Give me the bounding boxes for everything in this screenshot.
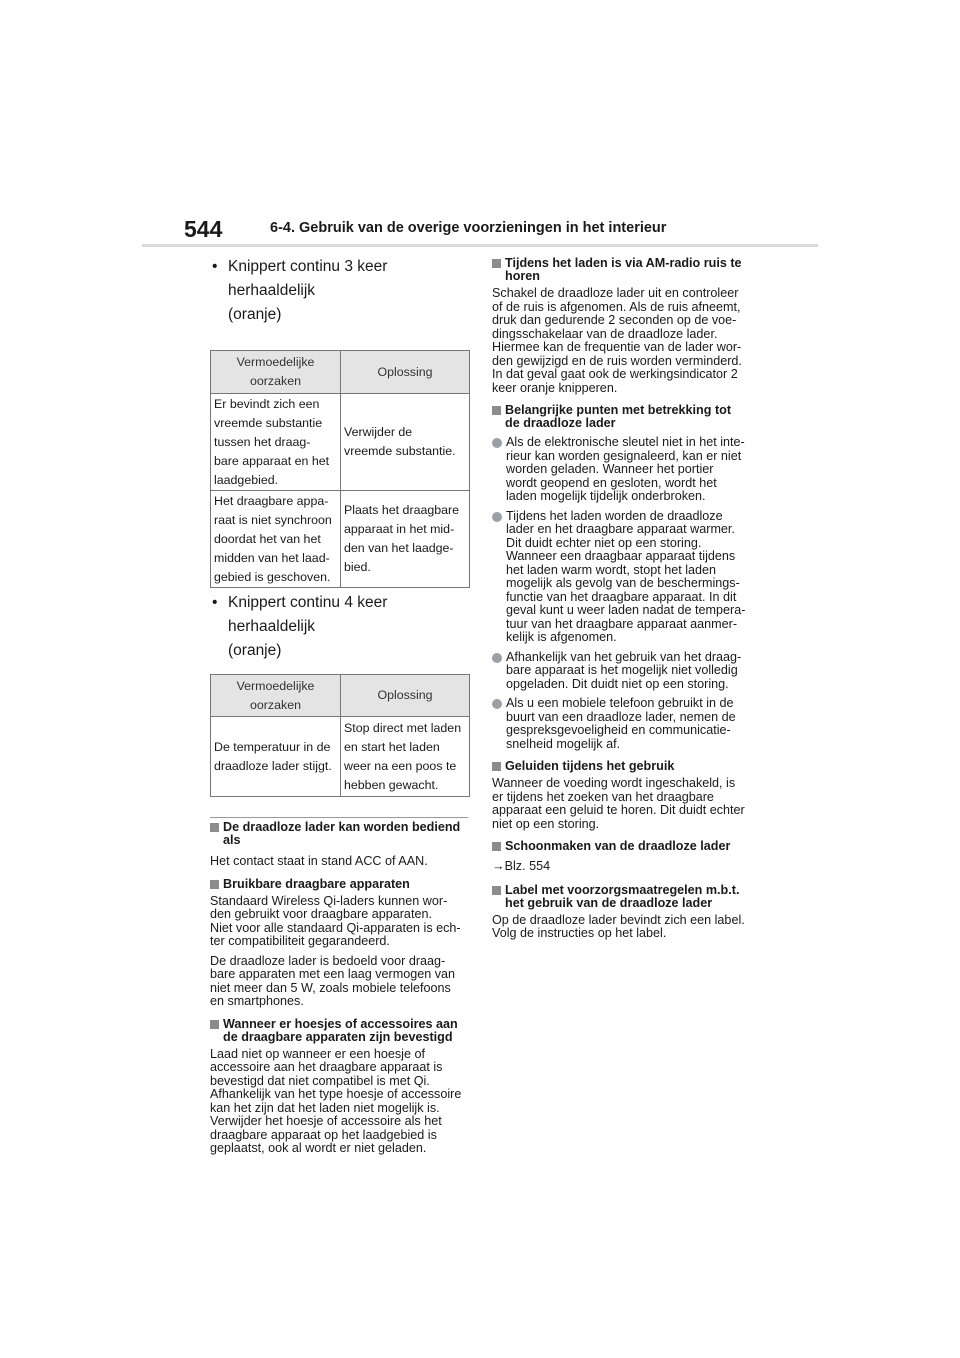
- heading-important-points: Belangrijke punten met betrekking tot de draadloze lader: [492, 404, 754, 430]
- cause-solution-table-1: [210, 350, 470, 588]
- table-header-cause: Vermoedelijke oorzaken: [211, 675, 341, 717]
- heading-operating-condition: De draadloze lader kan worden bediend als: [210, 821, 470, 847]
- table-header-row: [211, 675, 470, 717]
- paragraph: Wanneer de voeding wordt ingeschakeld, is er tijdens het zoeken van het draagbare apparaat een geluid te horen. Dit duidt echter niet op een storing.: [492, 776, 745, 831]
- heading-precaution-label: Label met voorzorgsmaatregelen m.b.t. het gebruik van de draadloze lader: [492, 884, 754, 910]
- paragraph: Schakel de draadloze lader uit en controleer of de ruis is afgenomen. Als de ruis afneemt, druk dan gedurende 2 seconden op de voe- dingsschakelaar van de draadloze lader. Hiermee kan de frequentie van de lader wor- den gewijzigd en de ruis worden verminderd. In dat geval gaat ook de werkingsindicator 2 keer oranje knipperen.: [492, 286, 742, 395]
- section-title: 6-4. Gebruik van de overige voorzieningen in het interieur: [270, 220, 667, 236]
- cause-solution-table-2: [210, 674, 470, 797]
- heading-cases-accessories: Wanneer er hoesjes of accessoires aan de draagbare apparaten zijn bevestigd: [210, 1018, 470, 1044]
- square-bullet-icon: [492, 406, 501, 415]
- paragraph: Op de draadloze lader bevindt zich een label. Volg de instructies op het label.: [492, 912, 745, 940]
- table-row: [211, 491, 470, 588]
- heading-sounds: Geluiden tijdens het gebruik: [492, 760, 754, 773]
- bullet-blink-4: [210, 591, 470, 663]
- header-rule: [142, 244, 818, 247]
- paragraph: Het contact staat in stand ACC of AAN.: [210, 854, 428, 868]
- square-bullet-icon: [210, 880, 219, 889]
- table-cell-cause: Er bevindt zich een vreemde substantie tussen het draag- bare apparaat en het laadgebied.: [211, 394, 341, 491]
- bullet-text-line: Knippert continu 4 keer herhaaldelijk: [228, 594, 388, 635]
- heading-cleaning: Schoonmaken van de draadloze lader: [492, 840, 754, 853]
- table-row: [211, 717, 470, 797]
- paragraph: De draadloze lader is bedoeld voor draag- bare apparaten met een laag vermogen van niet meer dan 5 W, zoals mobiele telefoons en smartphones.: [210, 953, 456, 1008]
- square-bullet-icon: [492, 842, 501, 851]
- bullet-text-line: Knippert continu 3 keer herhaaldelijk: [228, 258, 388, 299]
- circle-bullet-icon: [492, 699, 502, 709]
- table-cell-solution: Verwijder de vreemde substantie.: [341, 394, 470, 491]
- page-reference-link[interactable]: →Blz. 554: [492, 859, 551, 873]
- table-row: [211, 394, 470, 491]
- square-bullet-icon: [492, 762, 501, 771]
- heading-usable-devices: Bruikbare draagbare apparaten: [210, 878, 470, 891]
- table-header-solution: Oplossing: [341, 351, 470, 394]
- bullet-text-line: (oranje): [228, 306, 282, 323]
- page-number: 544: [184, 216, 223, 242]
- list-item: Afhankelijk van het gebruik van het draag- bare apparaat is het mogelijk niet volledig opgeladen. Dit duidt niet op een storing.: [492, 651, 754, 692]
- paragraph: Laad niet op wanneer er een hoesje of accessoire aan het draagbare apparaat is bevestigd dat niet compatibel is met Qi. Afhankelijk van het type hoesje of accessoire kan het zijn dat het laden niet mogelijk is. Verwijder het hoesje of accessoire als het draagbare apparaat op het laadgebied is geplaatst, ook al wordt er niet geladen.: [210, 1046, 462, 1155]
- left-column: [210, 255, 470, 1156]
- circle-bullet-icon: [492, 512, 502, 522]
- square-bullet-icon: [210, 823, 219, 832]
- section-divider: [210, 817, 468, 818]
- list-item: Als de elektronische sleutel niet in het inte- rieur kan worden gesignaleerd, kan er niet worden geladen. Wanneer het portier wordt geopend en gesloten, wordt het laden mogelijk tijdelijk onderbroken.: [492, 436, 754, 504]
- list-item: Als u een mobiele telefoon gebruikt in de buurt van een draadloze lader, nemen de gespreksgevoeligheid en communicatie- snelheid mogelijk af.: [492, 697, 754, 751]
- table-header-cause: Vermoedelijke oorzaken: [211, 351, 341, 394]
- paragraph: Standaard Wireless Qi-laders kunnen wor- den gebruikt voor draagbare apparaten. Niet voor alle standaard Qi-apparaten is ech- ter compatibiliteit gegarandeerd.: [210, 893, 461, 948]
- table-cell-solution: Stop direct met laden en start het laden weer na een poos te hebben gewacht.: [341, 717, 470, 797]
- bullet-text-line: (oranje): [228, 642, 282, 659]
- square-bullet-icon: [492, 886, 501, 895]
- table-cell-solution: Plaats het draagbare apparaat in het mid- den van het laadge- bied.: [341, 491, 470, 588]
- bullet-blink-3: [210, 255, 470, 327]
- circle-bullet-icon: [492, 653, 502, 663]
- table-header-row: [211, 351, 470, 394]
- table-header-solution: Oplossing: [341, 675, 470, 717]
- bullet-dot: •: [212, 258, 218, 275]
- square-bullet-icon: [492, 259, 501, 268]
- square-bullet-icon: [210, 1020, 219, 1029]
- table-cell-cause: De temperatuur in de draadloze lader stijgt.: [211, 717, 341, 797]
- table-cell-cause: Het draagbare appa- raat is niet synchroon doordat het van het midden van het laad- gebied is geschoven.: [211, 491, 341, 588]
- heading-am-radio-noise: Tijdens het laden is via AM-radio ruis te horen: [492, 257, 754, 283]
- list-item: Tijdens het laden worden de draadloze lader en het draagbare apparaat warmer. Dit duidt echter niet op een storing. Wanneer een draagbaar apparaat tijdens het laden warm wordt, stopt het laden mogelijk als gevolg van de beschermings- functie van het draagbare apparaat. In dit geval kunt u weer laden nadat de tempera- tuur van het draagbare apparaat aanmer- kelijk is afgenomen.: [492, 510, 754, 645]
- bullet-dot: •: [212, 594, 218, 611]
- circle-bullet-icon: [492, 438, 502, 448]
- right-column: [492, 255, 754, 941]
